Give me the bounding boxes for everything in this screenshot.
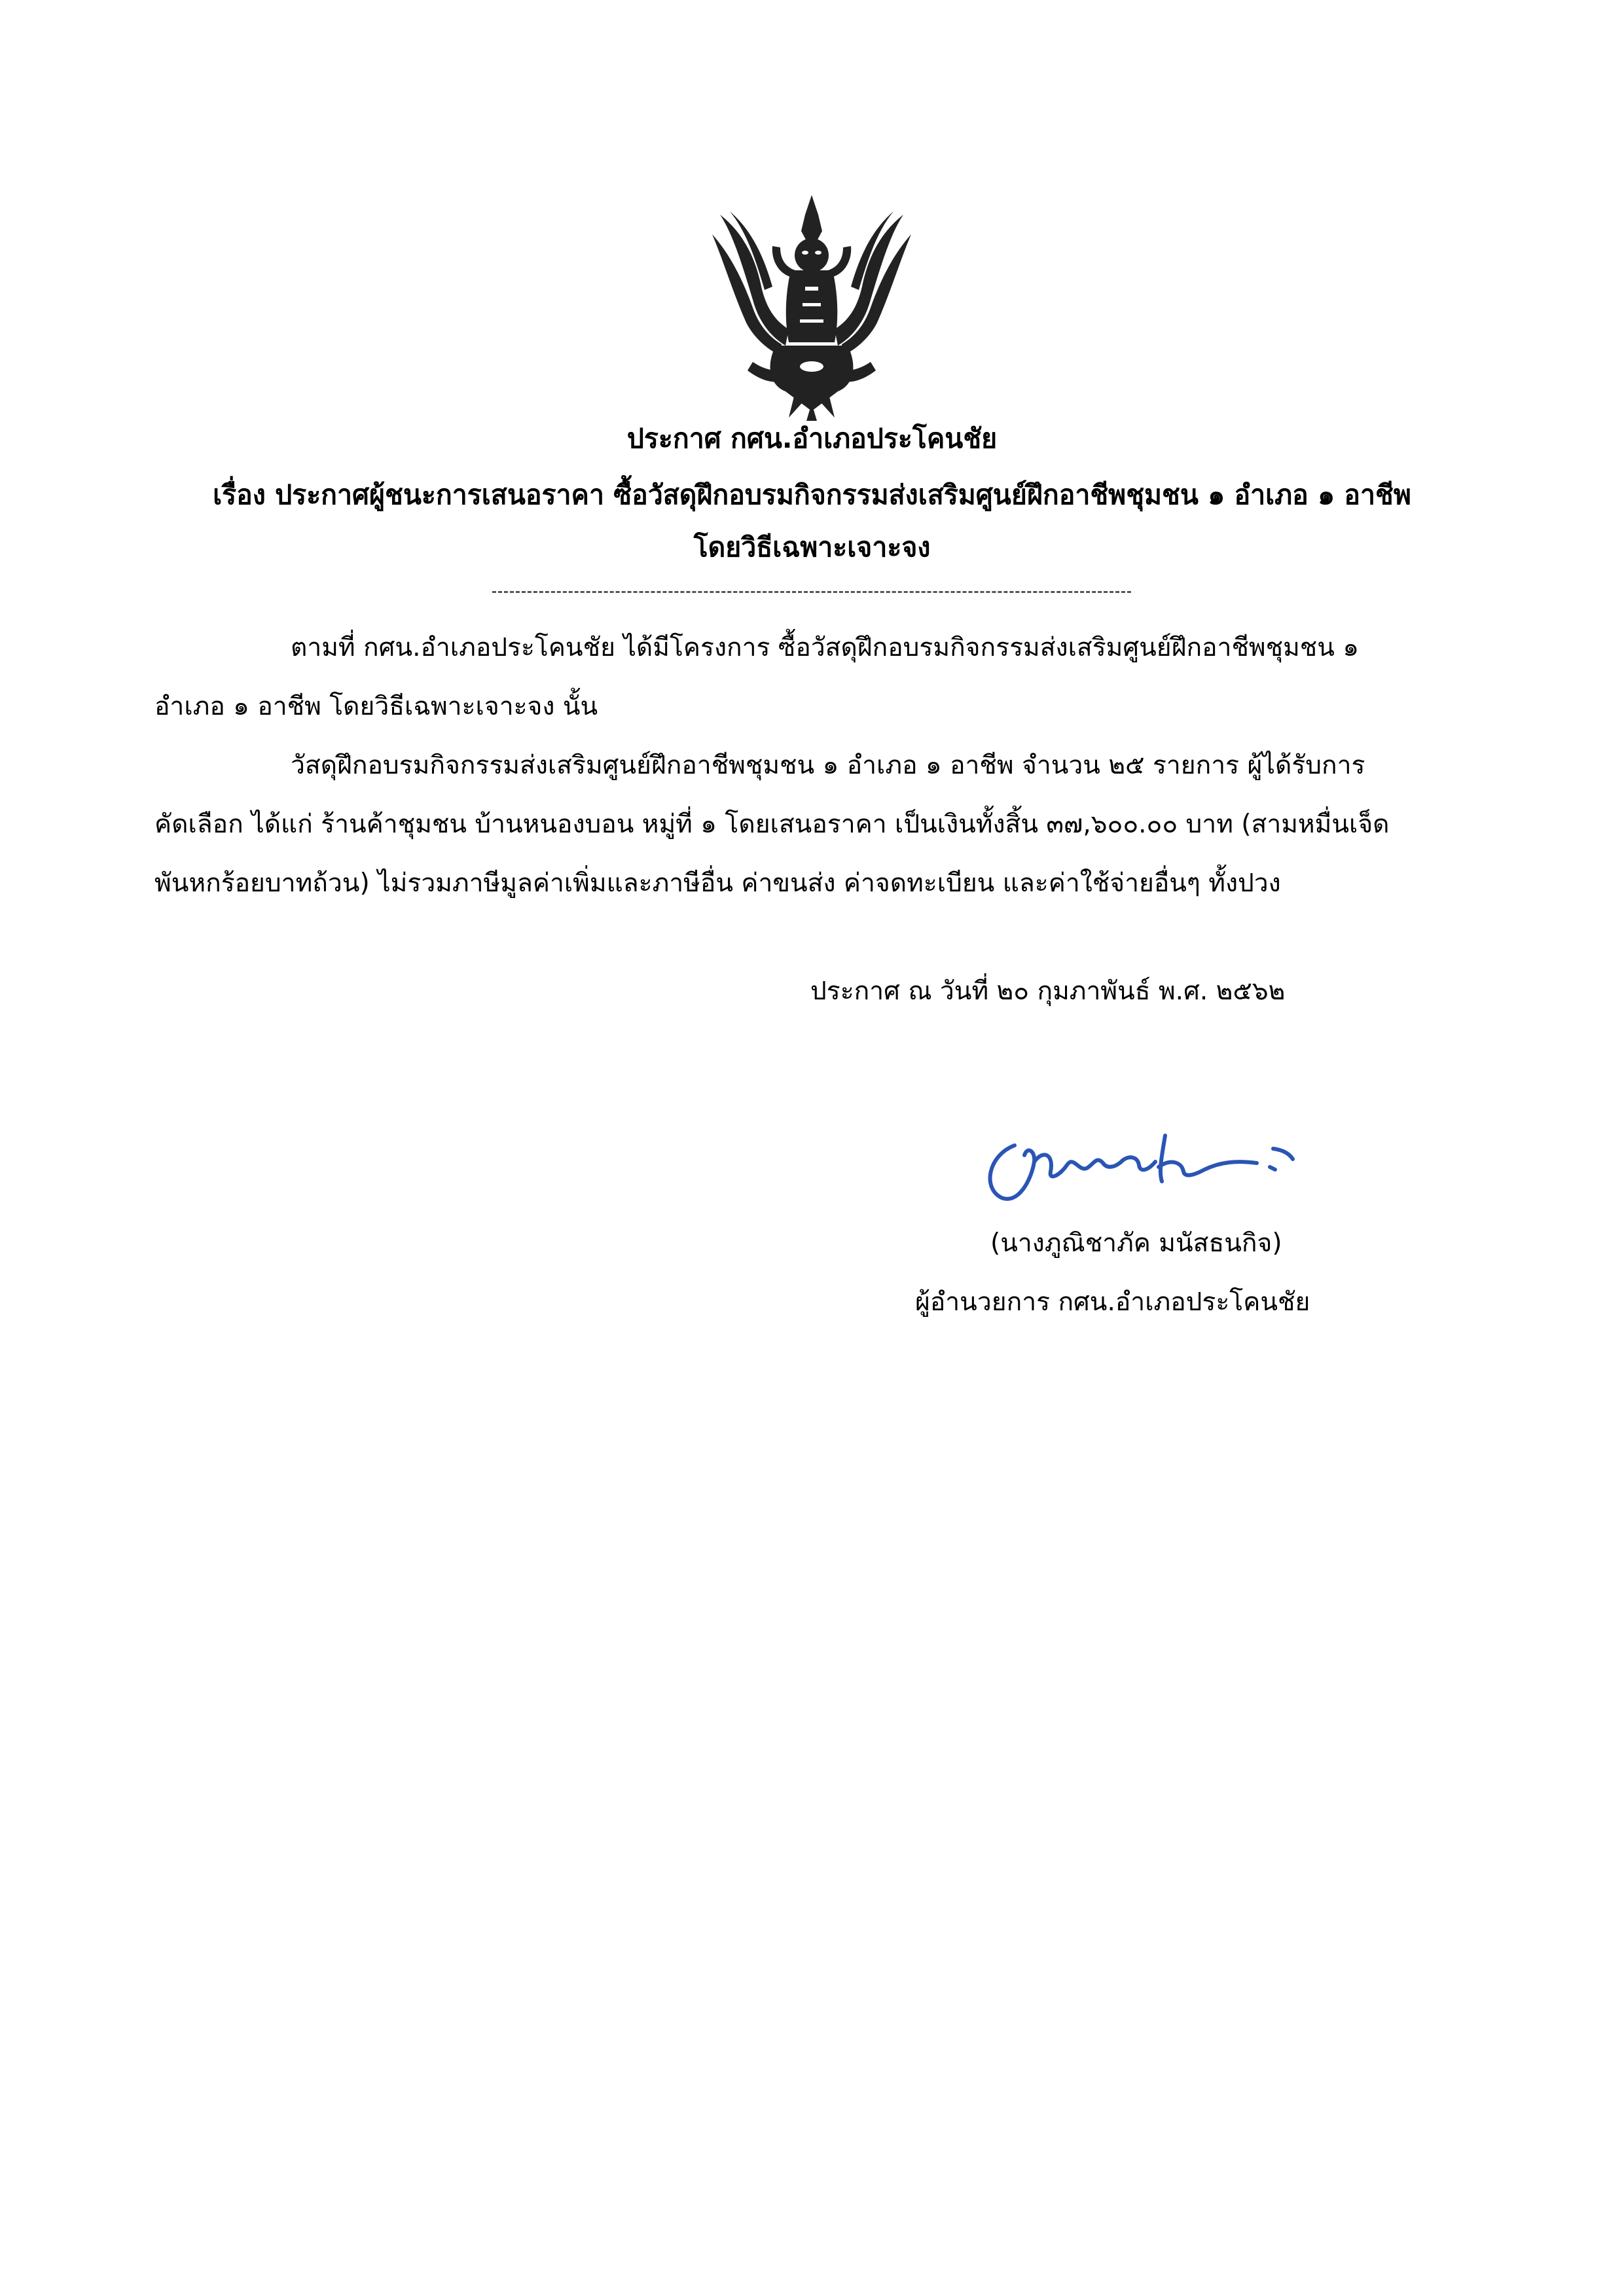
paragraph-1-line-2: อำเภอ ๑ อาชีพ โดยวิธีเฉพาะเจาะจง นั้น (154, 692, 598, 721)
announcement-subject: เรื่อง ประกาศผู้ชนะการเสนอราคา ซื้อวัสดุฝึกอบรมกิจกรรมส่งเสริมศูนย์ฝึกอาชีพชุมชน ๑ อำเภอ ๑ อาชีพ (213, 479, 1411, 511)
paragraph-2-line-2: คัดเลือก ได้แก่ ร้านค้าชุมชน บ้านหนองบอน หมู่ที่ ๑ โดยเสนอราคา เป็นเงินทั้งสิ้น ๓๗,๖๐๐.๐๐ บาท (สามหมื่นเจ็ด (154, 810, 1390, 839)
handwritten-signature (962, 1109, 1329, 1221)
paragraph-2-line-3: พันหกร้อยบาทถ้วน) ไม่รวมภาษีมูลค่าเพิ่มและภาษีอื่น ค่าขนส่ง ค่าจดทะเบียน และค่าใช้จ่ายอื่นๆ ทั้งปวง (154, 869, 1281, 898)
announcement-method: โดยวิธีเฉพาะเจาะจง (693, 531, 931, 563)
garuda-emblem-icon (707, 195, 916, 421)
header-divider (492, 591, 1131, 593)
announcement-title: ประกาศ กศน.อำเภอประโคนชัย (626, 423, 998, 454)
paragraph-2-line-1: วัสดุฝึกอบรมกิจกรรมส่งเสริมศูนย์ฝึกอาชีพชุมชน ๑ อำเภอ ๑ อาชีพ จำนวน ๒๕ รายการ ผู้ได้รับการ (291, 751, 1365, 780)
paragraph-1-line-1: ตามที่ กศน.อำเภอประโคนชัย ได้มีโครงการ ซื้อวัสดุฝึกอบรมกิจกรรมส่งเสริมศูนย์ฝึกอาชีพชุมชน ๑ (291, 633, 1360, 662)
announcement-date: ประกาศ ณ วันที่ ๒๐ กุมภาพันธ์ พ.ศ. ๒๕๖๒ (810, 977, 1286, 1006)
signatory-name: (นางภูณิชาภัค มนัสธนกิจ) (990, 1229, 1282, 1258)
signatory-position: ผู้อำนวยการ กศน.อำเภอประโคนชัย (915, 1287, 1310, 1317)
